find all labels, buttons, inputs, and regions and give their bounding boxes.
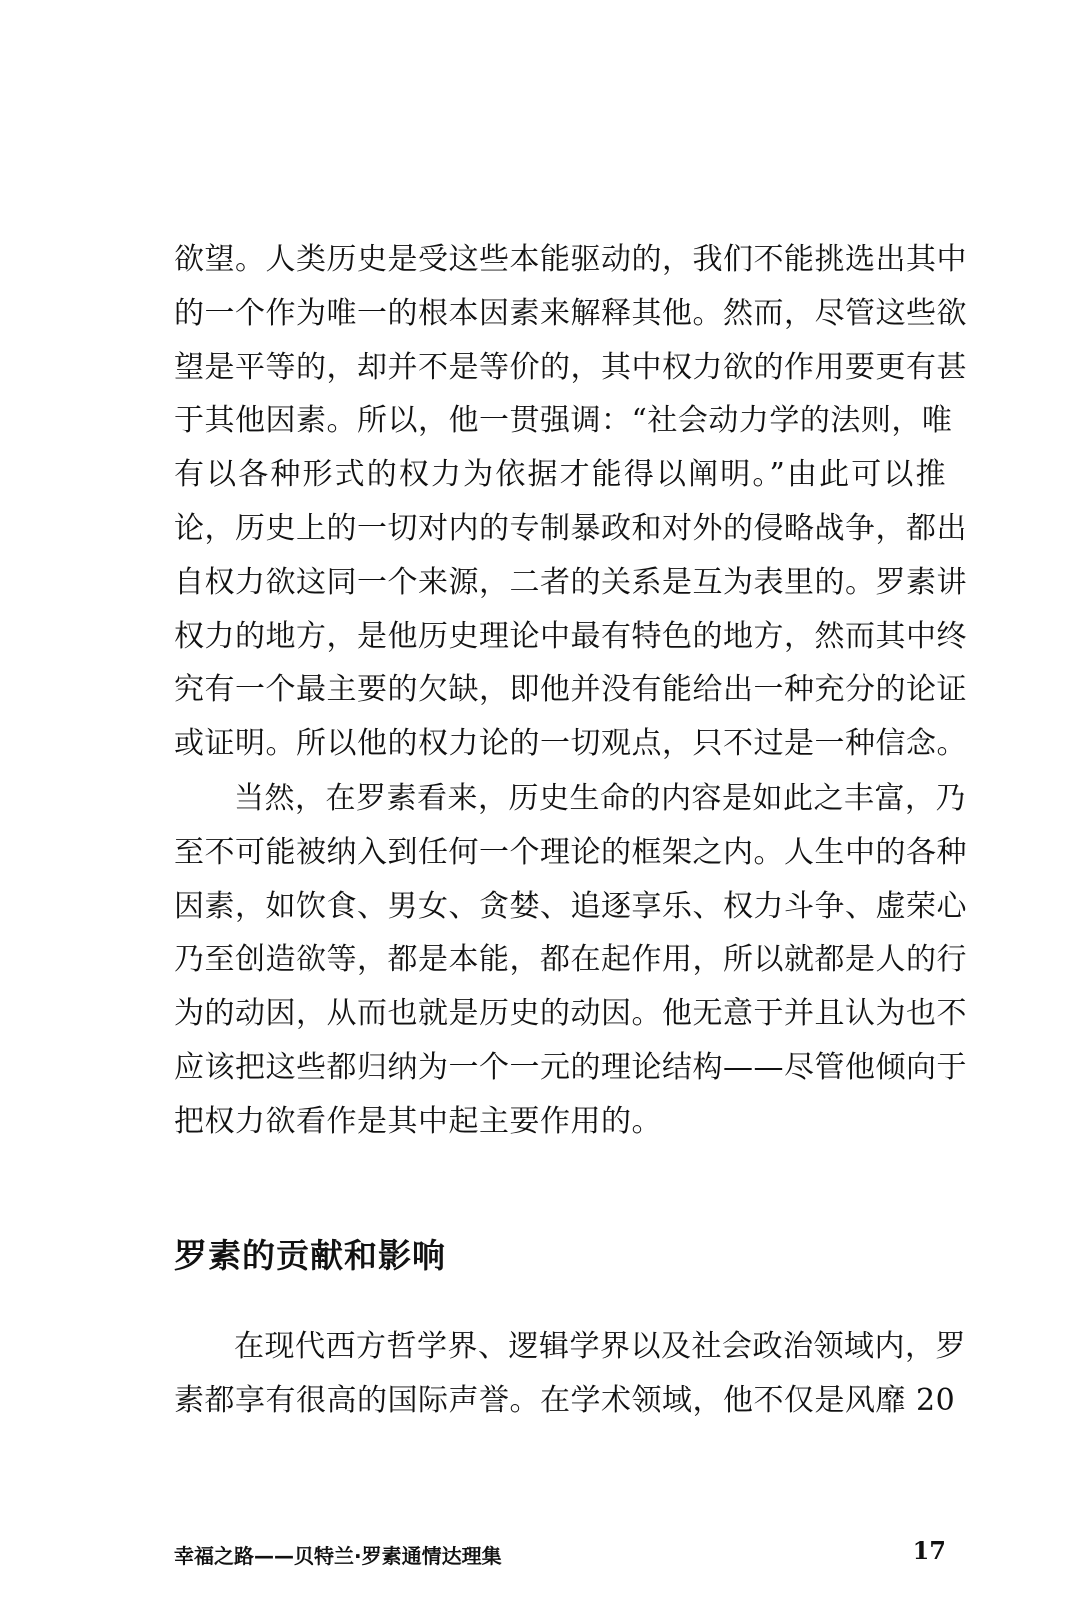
text-line: 乃至创造欲等，都是本能，都在起作用，所以就都是人的行: [174, 942, 967, 978]
paragraph-1: [174, 233, 967, 771]
text-line: 把权力欲看作是其中起主要作用的。: [174, 1103, 662, 1139]
section-heading: 罗素的贡献和影响: [174, 1236, 446, 1275]
page-number: 17: [912, 1536, 946, 1565]
paragraph-2: [174, 772, 967, 1149]
text-line: 权力的地方，是他历史理论中最有特色的地方，然而其中终: [174, 618, 967, 654]
text-line: 望是平等的，却并不是等价的，其中权力欲的作用要更有甚: [174, 349, 967, 385]
text-line: 因素，如饮食、男女、贪婪、追逐享乐、权力斗争、虚荣心: [174, 888, 967, 924]
text-line: 素都享有很高的国际声誉。在学术领域，他不仅是风靡 20: [174, 1382, 956, 1418]
paragraph-3: [174, 1320, 966, 1428]
text-line: 当然，在罗素看来，历史生命的内容是如此之丰富，乃: [234, 781, 966, 816]
text-line: 为的动因，从而也就是历史的动因。他无意于并且认为也不: [174, 996, 967, 1032]
text-line: 于其他因素。所以，他一贯强调：“社会动力学的法则，唯: [174, 403, 953, 439]
footer-book-title: 幸福之路——贝特兰·罗素通情达理集: [174, 1544, 502, 1568]
text-line: 有以各种形式的权力为依据才能得以阐明。”由此可以推: [174, 457, 946, 493]
text-line: 论，历史上的一切对内的专制暴政和对外的侵略战争，都出: [174, 510, 967, 546]
text-line: 应该把这些都归纳为一个一元的理论结构——尽管他倾向于: [174, 1049, 967, 1085]
text-line: 在现代西方哲学界、逻辑学界以及社会政治领域内，罗: [234, 1329, 966, 1364]
text-line: 的一个作为唯一的根本因素来解释其他。然而，尽管这些欲: [174, 295, 967, 331]
text-line: 至不可能被纳入到任何一个理论的框架之内。人生中的各种: [174, 834, 967, 870]
text-line: 究有一个最主要的欠缺，即他并没有能给出一种充分的论证: [174, 672, 967, 708]
text-line: 或证明。所以他的权力论的一切观点，只不过是一种信念。: [174, 726, 967, 762]
text-line: 欲望。人类历史是受这些本能驱动的，我们不能挑选出其中: [174, 242, 967, 277]
text-line: 自权力欲这同一个来源，二者的关系是互为表里的。罗素讲: [174, 564, 967, 600]
